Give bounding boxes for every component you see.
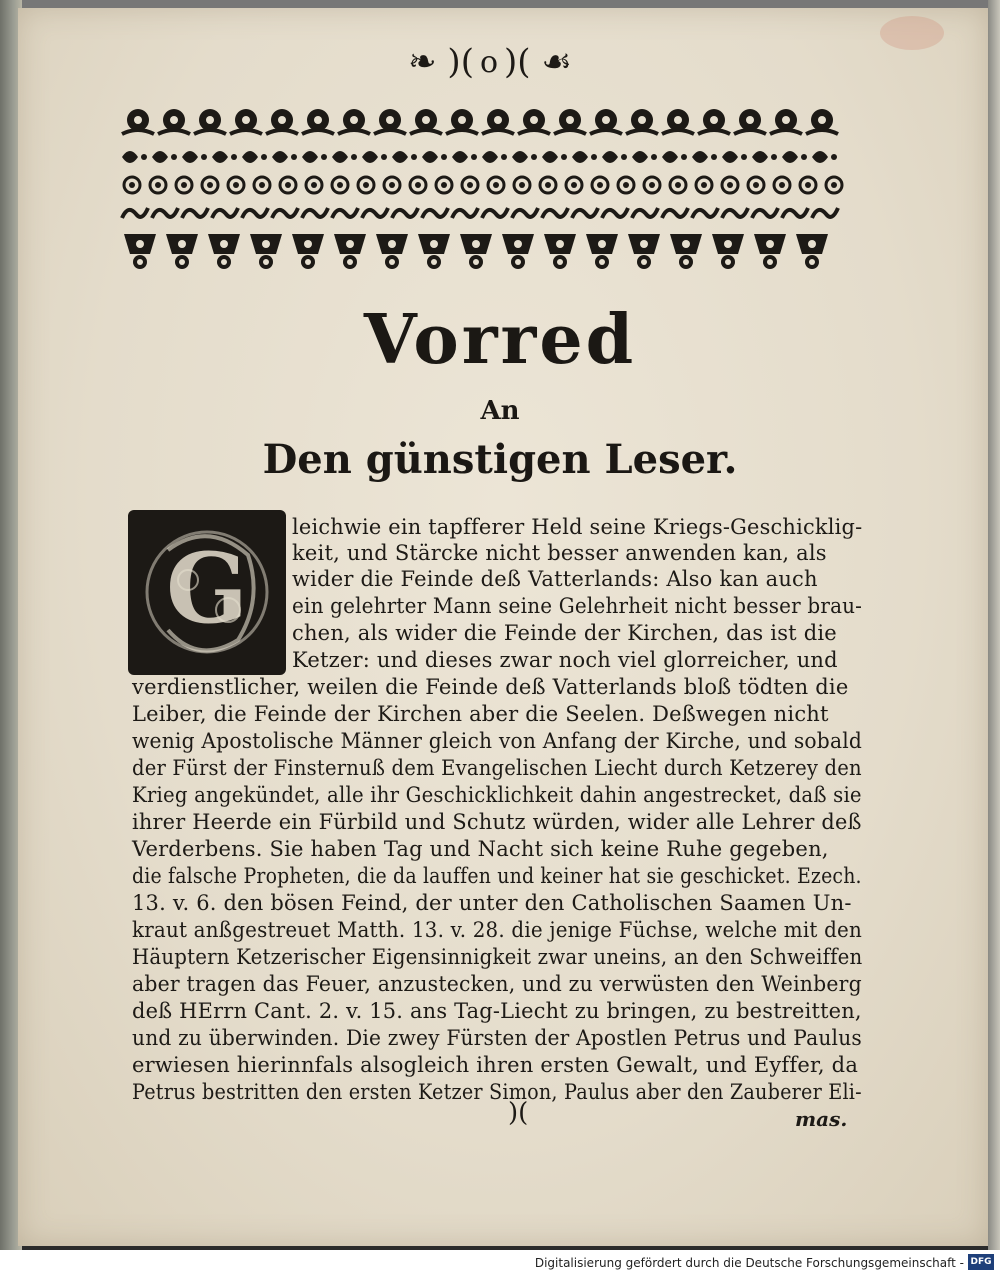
page-right-edge xyxy=(988,0,1000,1250)
body-line-21: erwiesen hierinnfals alsogleich ihren ersten Gewalt, und Eyffer, da xyxy=(132,1053,859,1077)
ornamental-initial-g-icon xyxy=(128,510,286,675)
body-line-19: deß HErrn Cant. 2. v. 15. ans Tag-Liecht zu bringen, zu bestreitten, xyxy=(132,999,862,1023)
body-line-17: Häuptern Ketzerischer Eigensinnigkeit zwar uneins, an den Schweiffen xyxy=(132,945,863,969)
subtitle-an: An xyxy=(480,396,520,426)
body-line-12: ihrer Heerde ein Fürbild und Schutz würden, wider alle Lehrer deß xyxy=(132,810,862,834)
body-line-2: keit, und Stärcke nicht besser anwenden kan, als xyxy=(292,541,827,565)
ornament-band-5 xyxy=(120,228,855,272)
dfg-logo-icon: DFG xyxy=(968,1254,994,1270)
body-line-4: ein gelehrter Mann seine Gelehrheit nicht besser brau- xyxy=(292,594,863,618)
ornament-band-4 xyxy=(120,200,855,226)
flower-vase-ornament-row xyxy=(120,228,855,272)
catchword: mas. xyxy=(795,1107,848,1131)
footer-credit: Digitalisierung gefördert durch die Deutsche Forschungsgemeinschaft - xyxy=(534,1256,964,1270)
floral-ornament-row-1 xyxy=(120,100,855,140)
leaf-ornament-row xyxy=(120,145,855,169)
initial-letter: G xyxy=(166,532,248,645)
body-line-8: Leiber, die Feinde der Kirchen aber die Seelen. Deßwegen nicht xyxy=(132,702,829,726)
decorated-initial xyxy=(128,510,286,675)
page-number: o xyxy=(479,44,499,80)
signature-mark: )( xyxy=(508,1098,529,1128)
body-line-6: Ketzer: und dieses zwar noch viel glorreicher, und xyxy=(292,648,838,672)
body-line-10: der Fürst der Finsternuß dem Evangelischen Liecht durch Ketzerey den xyxy=(132,756,862,780)
body-line-11: Krieg angekündet, alle ihr Geschicklichkeit dahin angestrecket, daß sie xyxy=(132,783,862,807)
body-line-18: aber tragen das Feuer, anzustecken, und zu verwüsten den Weinberg xyxy=(132,972,862,996)
star-ornament-row xyxy=(120,172,855,198)
body-line-15: 13. v. 6. den bösen Feind, der unter den Catholischen Saamen Un- xyxy=(132,891,852,915)
header-ornament xyxy=(360,42,620,82)
paper-stain xyxy=(880,16,944,50)
body-line-16: kraut anßgestreuet Matth. 13. v. 28. die jenige Füchse, welche mit den xyxy=(132,918,862,942)
body-line-9: wenig Apostolische Männer gleich von Anfang der Kirche, und sobald xyxy=(132,729,863,753)
ornament-band-2 xyxy=(120,145,855,169)
header-ornament-right: )( ☙ xyxy=(504,42,572,82)
ornament-band-3 xyxy=(120,172,855,198)
body-line-13: Verderbens. Sie haben Tag und Nacht sich keine Ruhe gegeben, xyxy=(132,837,829,861)
ornament-band-1 xyxy=(120,100,855,140)
body-line-5: chen, als wider die Feinde der Kirchen, das ist die xyxy=(292,621,837,645)
body-line-20: und zu überwinden. Die zwey Fürsten der Apostlen Petrus und Paulus xyxy=(132,1026,862,1050)
body-line-22: Petrus bestritten den ersten Ketzer Simon, Paulus aber den Zauberer Eli- xyxy=(132,1080,862,1104)
subtitle: Den günstigen Leser. xyxy=(262,436,738,483)
body-line-3: wider die Feinde deß Vatterlands: Also kan auch xyxy=(292,567,818,591)
header-ornament-left: ❧ )( xyxy=(408,42,474,82)
scroll-ornament-row xyxy=(120,200,855,226)
body-line-14: die falsche Propheten, die da lauffen und keiner hat sie geschicket. Ezech. xyxy=(132,864,862,888)
body-line-7: verdienstlicher, weilen die Feinde deß Vatterlands bloß tödten die xyxy=(132,675,849,699)
page-title: Vorred xyxy=(363,300,637,380)
body-line-1: leichwie ein tapfferer Held seine Kriegs-Geschicklig- xyxy=(292,515,863,539)
